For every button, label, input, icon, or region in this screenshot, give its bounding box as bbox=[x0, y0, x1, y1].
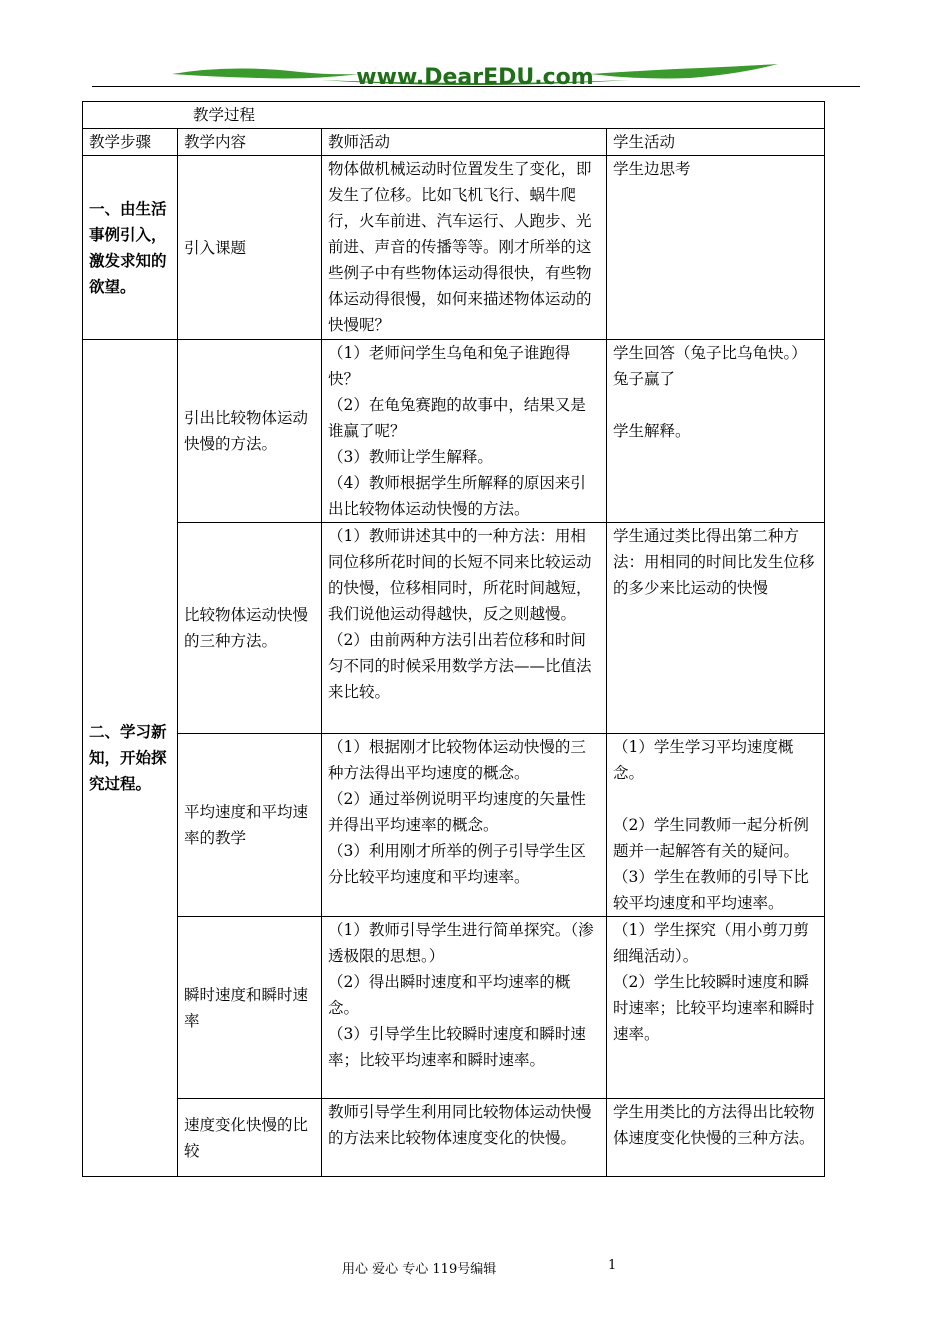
teacher-paragraph: （1）教师引导学生进行简单探究。（渗透极限的思想。） bbox=[328, 921, 594, 965]
teacher-cell bbox=[322, 340, 607, 523]
teacher-paragraph: （3）利用刚才所举的例子引导学生区分比较平均速度和平均速率。 bbox=[328, 842, 586, 886]
footer-text: 用心 爱心 专心 119号编辑 bbox=[342, 1262, 497, 1277]
table-row bbox=[83, 734, 825, 917]
student-cell bbox=[607, 523, 825, 734]
content-cell: 引出比较物体运动快慢的方法。 bbox=[178, 340, 322, 523]
teacher-cell bbox=[322, 734, 607, 917]
table-row bbox=[83, 340, 825, 523]
column-header: 教学步骤 bbox=[83, 129, 178, 156]
student-cell bbox=[607, 917, 825, 1099]
content-cell: 瞬时速度和瞬时速率 bbox=[178, 917, 322, 1099]
teacher-paragraph: （4）教师根据学生所解释的原因来引出比较物体运动快慢的方法。 bbox=[328, 474, 586, 518]
step-cell: 二、学习新知，开始探究过程。 bbox=[83, 340, 178, 1177]
teacher-cell bbox=[322, 523, 607, 734]
teacher-paragraph: （3）引导学生比较瞬时速度和瞬时速率；比较平均速率和瞬时速率。 bbox=[328, 1025, 586, 1069]
student-paragraph: （3）学生在教师的引导下比较平均速度和平均速率。 bbox=[613, 868, 809, 912]
teacher-paragraph: 物体做机械运动时位置发生了变化，即发生了位移。比如飞机飞行、蜗牛爬行，火车前进、汽车运行、人跑步、光前进、声音的传播等等。刚才所举的这些例子中有些物体运动得很快，有些物体运动得很慢，如何来描述物体运动的快慢呢？ bbox=[328, 160, 592, 334]
student-paragraph: 学生通过类比得出第二种方法：用相同的时间比发生位移的多少来比运动的快慢 bbox=[613, 527, 815, 597]
header-rule bbox=[92, 86, 860, 87]
table-title: 教学过程 bbox=[83, 102, 825, 129]
teacher-paragraph: （2）通过举例说明平均速度的矢量性并得出平均速率的概念。 bbox=[328, 790, 586, 834]
student-cell bbox=[607, 340, 825, 523]
teacher-paragraph: （3）教师让学生解释。 bbox=[328, 448, 493, 466]
teacher-paragraph: （1）教师讲述其中的一种方法：用相同位移所花时间的长短不同来比较运动的快慢，位移相同时，所花时间越短，我们说他运动得越快，反之则越慢。 bbox=[328, 527, 592, 623]
student-cell bbox=[607, 1099, 825, 1177]
site-logo bbox=[170, 60, 780, 92]
table-row bbox=[83, 523, 825, 734]
teacher-cell bbox=[322, 917, 607, 1099]
column-header: 学生活动 bbox=[607, 129, 825, 156]
table-row bbox=[83, 1099, 825, 1177]
student-paragraph: （1）学生探究（用小剪刀剪细绳活动）。 bbox=[613, 921, 809, 965]
student-paragraph: 学生回答（兔子比乌龟快。）兔子赢了 bbox=[613, 344, 807, 388]
teacher-paragraph: （1）老师问学生乌龟和兔子谁跑得快？ bbox=[328, 344, 571, 388]
student-paragraph: （2）学生比较瞬时速度和瞬时速率；比较平均速率和瞬时速率。 bbox=[613, 973, 815, 1043]
teacher-cell bbox=[322, 1099, 607, 1177]
student-paragraph: 学生用类比的方法得出比较物体速度变化快慢的三种方法。 bbox=[613, 1103, 815, 1147]
teacher-paragraph: （2）由前两种方法引出若位移和时间匀不同的时候采用数学方法——比值法来比较。 bbox=[328, 631, 592, 701]
teacher-paragraph: （2）在龟兔赛跑的故事中，结果又是谁赢了呢？ bbox=[328, 396, 586, 440]
student-cell bbox=[607, 734, 825, 917]
student-paragraph: 学生边思考 bbox=[613, 160, 691, 178]
table-row bbox=[83, 156, 825, 340]
teacher-cell bbox=[322, 156, 607, 340]
teacher-paragraph: （2）得出瞬时速度和平均速率的概念。 bbox=[328, 973, 571, 1017]
student-paragraph: （1）学生学习平均速度概念。 bbox=[613, 738, 794, 782]
step-cell: 一、由生活事例引入，激发求知的欲望。 bbox=[83, 156, 178, 340]
student-paragraph: 学生解释。 bbox=[613, 422, 691, 440]
column-header: 教学内容 bbox=[178, 129, 322, 156]
student-paragraph: （2）学生同教师一起分析例题并一起解答有关的疑问。 bbox=[613, 816, 809, 860]
site-logo-text: www.DearEDU.com bbox=[356, 65, 594, 90]
student-cell bbox=[607, 156, 825, 340]
content-cell: 比较物体运动快慢的三种方法。 bbox=[178, 523, 322, 734]
content-cell: 平均速度和平均速率的教学 bbox=[178, 734, 322, 917]
lesson-table bbox=[82, 101, 825, 1177]
content-cell: 速度变化快慢的比较 bbox=[178, 1099, 322, 1177]
column-header: 教师活动 bbox=[322, 129, 607, 156]
table-row bbox=[83, 917, 825, 1099]
content-cell: 引入课题 bbox=[178, 156, 322, 340]
page-number: 1 bbox=[608, 1258, 617, 1273]
teacher-paragraph: 教师引导学生利用同比较物体运动快慢的方法来比较物体速度变化的快慢。 bbox=[328, 1103, 592, 1147]
teacher-paragraph: （1）根据刚才比较物体运动快慢的三种方法得出平均速度的概念。 bbox=[328, 738, 586, 782]
